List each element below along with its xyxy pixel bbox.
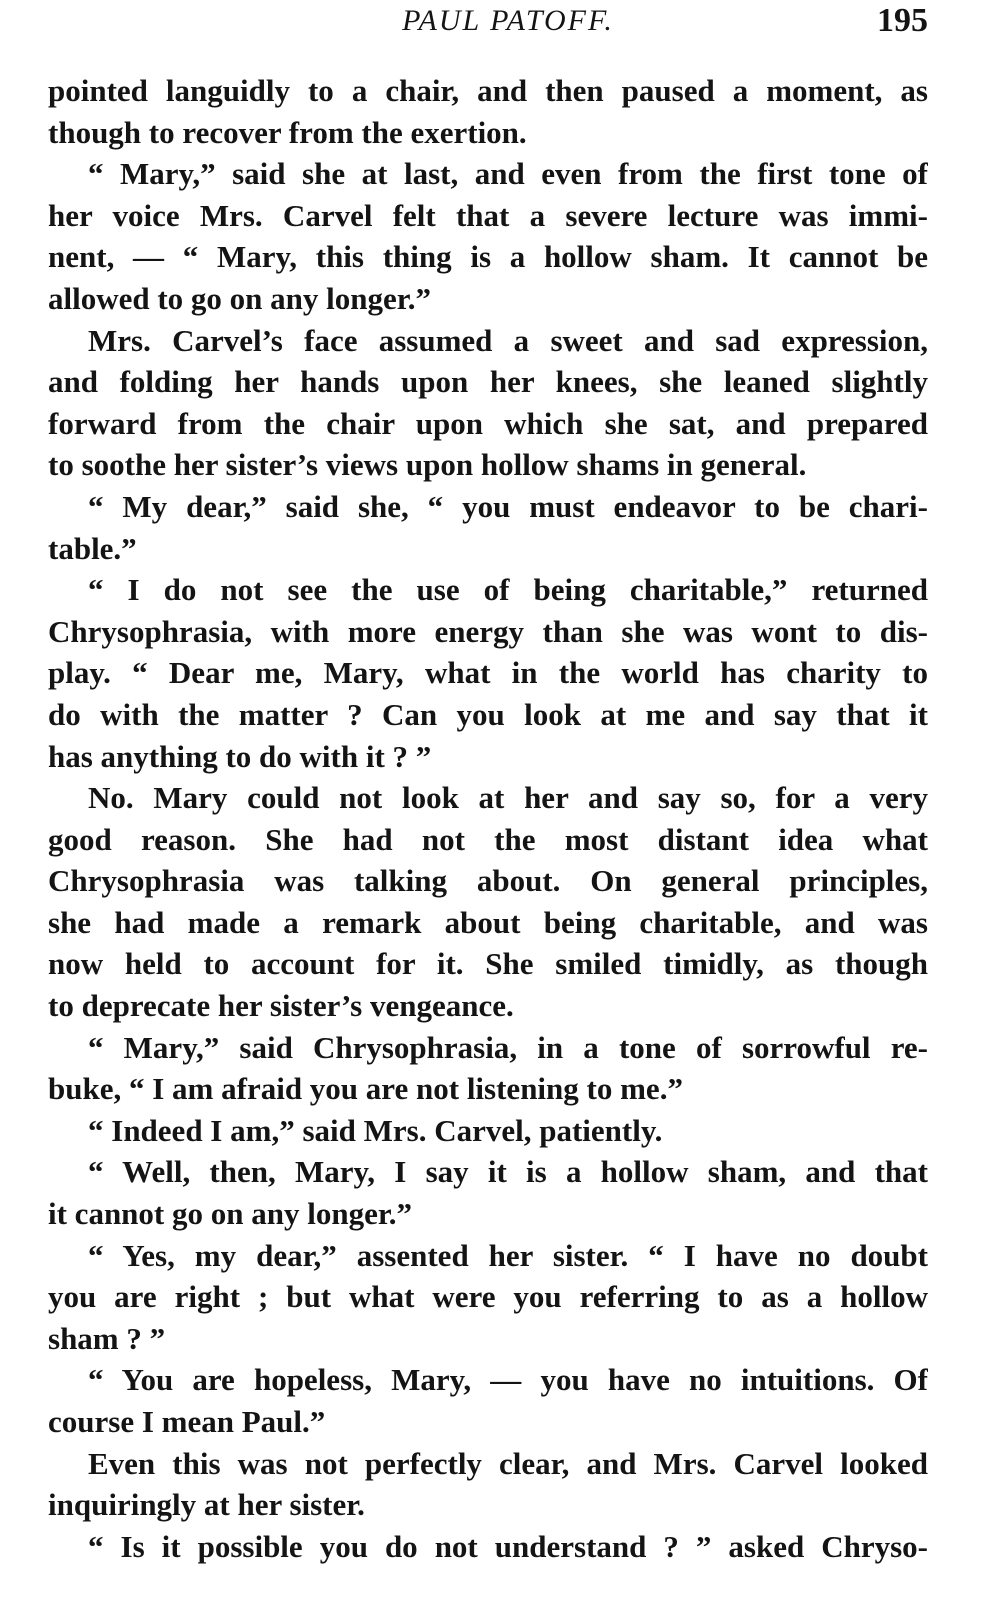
text-line: “ Mary,” said she at last, and even from the first tone of: [88, 156, 928, 192]
book-page: [48, 0, 928, 1564]
text-line: table.”: [48, 530, 137, 566]
text-line: to deprecate her sister’s vengeance.: [48, 988, 514, 1024]
text-line: good reason. She had not the most distant idea what: [48, 821, 928, 857]
text-line: “ Is it possible you do not understand ? ” asked Chryso-: [88, 1528, 928, 1564]
text-line: course I mean Paul.”: [48, 1404, 326, 1439]
text-line: “ I do not see the use of being charitable,” returned: [88, 572, 928, 608]
text-line: sham ? ”: [48, 1320, 166, 1356]
text-line: “ You are hopeless, Mary, — you have no intuitions. Of: [88, 1362, 928, 1398]
text-line: Mrs. Carvel’s face assumed a sweet and sad expression,: [88, 322, 928, 358]
text-line: Chrysophrasia, with more energy than she was wont to dis-: [48, 613, 928, 649]
text-line: do with the matter ? Can you look at me and say that it: [48, 696, 928, 732]
text-line: play. “ Dear me, Mary, what in the world has charity to: [48, 655, 928, 691]
text-line: Even this was not perfectly clear, and Mrs. Carvel looked: [88, 1445, 928, 1481]
text-line: her voice Mrs. Carvel felt that a severe lecture was immi-: [48, 197, 928, 233]
text-line: allowed to go on any longer.”: [48, 280, 431, 316]
running-title: PAUL PATOFF.: [402, 4, 614, 37]
text-line: she had made a remark about being charitable, and was: [48, 904, 928, 940]
text-line: Chrysophrasia was talking about. On general principles,: [48, 863, 928, 899]
text-line: nent, — “ Mary, this thing is a hollow sham. It cannot be: [48, 239, 928, 275]
text-line: “ Yes, my dear,” assented her sister. “ I have no doubt: [88, 1237, 928, 1273]
text-line: “ My dear,” said she, “ you must endeavor to be chari-: [88, 488, 928, 524]
text-line: “ Well, then, Mary, I say it is a hollow sham, and that: [88, 1154, 928, 1190]
text-line: buke, “ I am afraid you are not listening to me.”: [48, 1071, 683, 1107]
text-line: though to recover from the exertion.: [48, 114, 527, 150]
text-line: now held to account for it. She smiled timidly, as though: [48, 946, 928, 982]
text-line: inquiringly at her sister.: [48, 1487, 365, 1523]
page-number: 195: [877, 2, 928, 39]
text-line: to soothe her sister’s views upon hollow shams in general.: [48, 447, 807, 483]
text-line: pointed languidly to a chair, and then paused a moment, as: [48, 73, 928, 108]
text-line: forward from the chair upon which she sat, and prepared: [48, 405, 928, 441]
text-line: “ Indeed I am,” said Mrs. Carvel, patiently.: [88, 1112, 663, 1148]
body-text: [48, 70, 928, 1567]
text-line: No. Mary could not look at her and say so, for a very: [88, 780, 928, 816]
text-line: “ Mary,” said Chrysophrasia, in a tone of sorrowful re-: [88, 1029, 928, 1065]
text-line: and folding her hands upon her knees, she leaned slightly: [48, 364, 928, 400]
text-line: you are right ; but what were you referring to as a hollow: [48, 1279, 928, 1315]
text-line: it cannot go on any longer.”: [48, 1196, 413, 1232]
page-header: [48, 0, 928, 48]
text-line: has anything to do with it ? ”: [48, 738, 432, 774]
